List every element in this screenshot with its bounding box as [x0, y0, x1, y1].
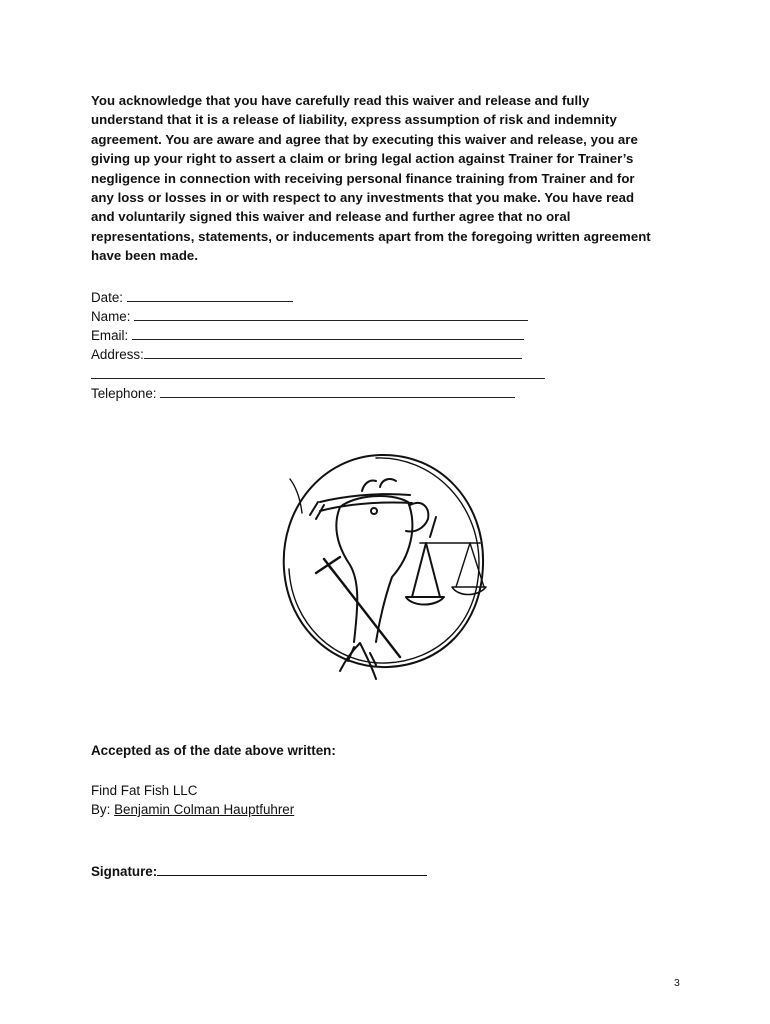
email-label: Email: [91, 328, 129, 343]
acceptance-heading: Accepted as of the date above written: [91, 743, 336, 758]
name-field [91, 306, 528, 326]
page-number: 3 [674, 977, 680, 989]
by-label: By: [91, 802, 111, 817]
waiver-line: understand that it is a release of liability, express assumption of risk and indemnity [91, 112, 617, 128]
date-blank[interactable] [127, 287, 293, 302]
waiver-paragraph [91, 91, 691, 266]
telephone-field [91, 383, 515, 403]
address-blank[interactable] [144, 344, 522, 359]
email-field [91, 325, 524, 345]
date-label: Date: [91, 290, 124, 305]
name-blank[interactable] [134, 306, 528, 321]
lady-justice-fish-icon [280, 447, 490, 692]
address-second-line[interactable] [91, 378, 545, 379]
waiver-line: negligence in connection with receiving personal finance training from Trainer and for [91, 170, 635, 186]
company-name: Find Fat Fish LLC [91, 783, 198, 798]
waiver-line: agreement. You are aware and agree that by executing this waiver and release, you are [91, 131, 638, 147]
address-label: Address: [91, 347, 144, 362]
email-blank[interactable] [132, 325, 524, 340]
waiver-line: You acknowledge that you have carefully read this waiver and release and fully [91, 93, 590, 108]
signature-blank[interactable] [157, 861, 427, 876]
date-field [91, 287, 293, 307]
waiver-line: representations, statements, or inducements apart from the foregoing written agreement [91, 228, 651, 244]
by-line [91, 802, 294, 817]
waiver-line: have been made. [91, 248, 199, 264]
signature-label: Signature: [91, 864, 158, 879]
telephone-blank[interactable] [160, 383, 515, 398]
signature-field [91, 861, 427, 879]
telephone-label: Telephone: [91, 386, 157, 401]
waiver-line: giving up your right to assert a claim or bring legal action against Trainer for Trainer’s [91, 151, 634, 167]
address-field [91, 344, 522, 364]
by-name: Benjamin Colman Hauptfuhrer [114, 802, 295, 817]
waiver-line: any loss or losses in or with respect to any investments that you make. You have read [91, 190, 635, 206]
waiver-line: and voluntarily signed this waiver and release and further agree that no oral [91, 209, 571, 225]
name-label: Name: [91, 309, 131, 324]
